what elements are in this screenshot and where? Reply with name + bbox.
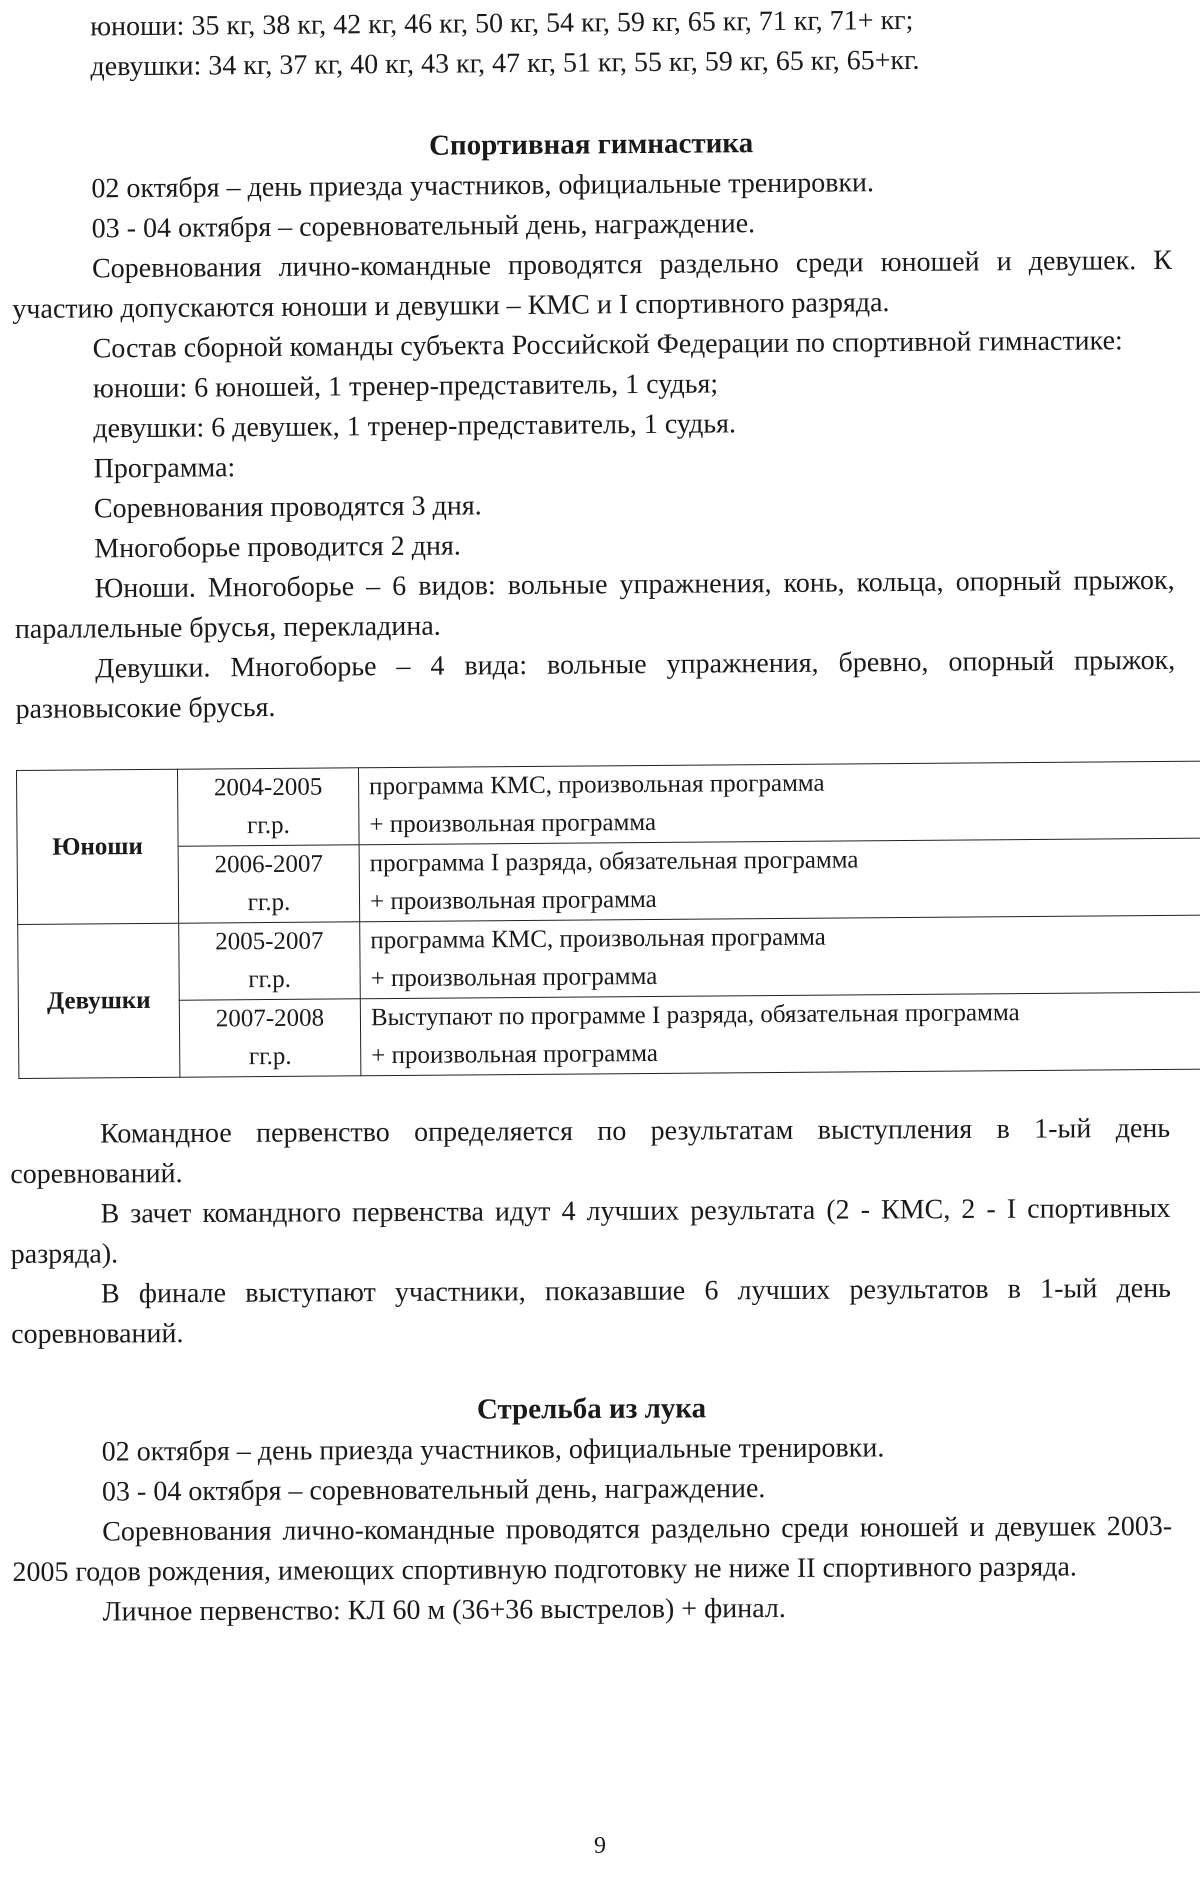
team-ranking-rule: Командное первенство определяется по результатам выступления в 1-ый день соревнований. [10, 1112, 1171, 1190]
group-girls: Девушки [18, 923, 180, 1078]
archery-heading: Стрельба из лука [476, 1392, 707, 1426]
gymnastics-duration: Соревнования проводятся 3 дня. [93, 490, 482, 525]
year-cell: 2007-2008 гг.р. [179, 999, 361, 1077]
gymnastics-girls-team: девушки: 6 девушек, 1 тренер-представитель, 1 судья. [93, 408, 737, 445]
program-table [16, 761, 1200, 1079]
year-cell: 2006-2007 гг.р. [178, 845, 360, 923]
program-cell: программа КМС, произвольная программа + произвольная программа [360, 915, 1200, 999]
page-number: 9 [594, 1833, 606, 1859]
gymnastics-arrival: 02 октября – день приезда участников, официальные тренировки. [91, 167, 875, 205]
table-row [18, 915, 1200, 1001]
weight-categories [10, 0, 1171, 88]
archery-eligibility: Соревнования лично-командные проводятся раздельно среди юношей и девушек 2003-2005 годов рождения, имеющих спортивную подготовку не ниже II спортивного разряда. [12, 1510, 1173, 1588]
section-team-results [10, 1109, 1173, 1633]
table-row [16, 761, 1200, 847]
final-rule: В финале выступают участники, показавшие 6 лучших результатов в 1-ый день соревнований. [11, 1272, 1172, 1350]
program-cell: Выступают по программе I разряда, обязательная программа + произвольная программа [360, 992, 1200, 1076]
weights-girls: девушки: 34 кг, 37 кг, 40 кг, 43 кг, 47 кг, 51 кг, 55 кг, 59 кг, 65 кг, 65+кг. [90, 44, 920, 83]
gymnastics-eligibility: Соревнования лично-командные проводятся раздельно среди юношей и девушек. К участию допускаются юноши и девушки – КМС и I спортивного разряда. [12, 244, 1173, 325]
gymnastics-program-label: Программа: [93, 452, 236, 485]
archery-individual: Личное первенство: КЛ 60 м (36+36 выстрелов) + финал. [102, 1592, 786, 1628]
gymnastics-boys-team: юноши: 6 юношей, 1 тренер-представитель, 1 судья; [92, 368, 719, 405]
table-row [18, 992, 1200, 1078]
gymnastics-allround-duration: Многоборье проводится 2 дня. [94, 530, 461, 565]
year-cell: 2004-2005 гг.р. [177, 768, 359, 846]
program-cell: программа I разряда, обязательная программа + произвольная программа [359, 838, 1200, 922]
archery-competition-days: 03 - 04 октября – соревновательный день, награждение. [101, 1473, 766, 1508]
gymnastics-boys-allround: Юноши. Многоборье – 6 видов: вольные упражнения, конь, кольца, опорный прыжок, параллельные брусья, перекладина. [14, 564, 1175, 645]
weights-boys: юноши: 35 кг, 38 кг, 42 кг, 46 кг, 50 кг, 54 кг, 59 кг, 65 кг, 71 кг, 71+ кг; [90, 4, 914, 43]
table-row [17, 838, 1200, 924]
section-gymnastics-block [10, 0, 1178, 1079]
gymnastics-heading: Спортивная гимнастика [428, 127, 754, 162]
gymnastics-team-composition: Состав сборной команды субъекта Российской Федерации по спортивной гимнастике: [92, 325, 1123, 365]
gymnastics-competition-days: 03 - 04 октября – соревновательный день, награждение. [91, 208, 756, 245]
group-boys: Юноши [16, 769, 178, 924]
program-cell: программа КМС, произвольная программа + произвольная программа [358, 761, 1200, 845]
year-cell: 2005-2007 гг.р. [179, 922, 361, 1000]
team-scoring-rule: В зачет командного первенства идут 4 лучших результата (2 - КМС, 2 - I спортивных разряда). [10, 1192, 1171, 1270]
gymnastics-girls-allround: Девушки. Многоборье – 4 вида: вольные упражнения, бревно, опорный прыжок, разновысокие брусья. [15, 644, 1176, 725]
archery-arrival: 02 октября – день приезда участников, официальные тренировки. [101, 1432, 885, 1468]
